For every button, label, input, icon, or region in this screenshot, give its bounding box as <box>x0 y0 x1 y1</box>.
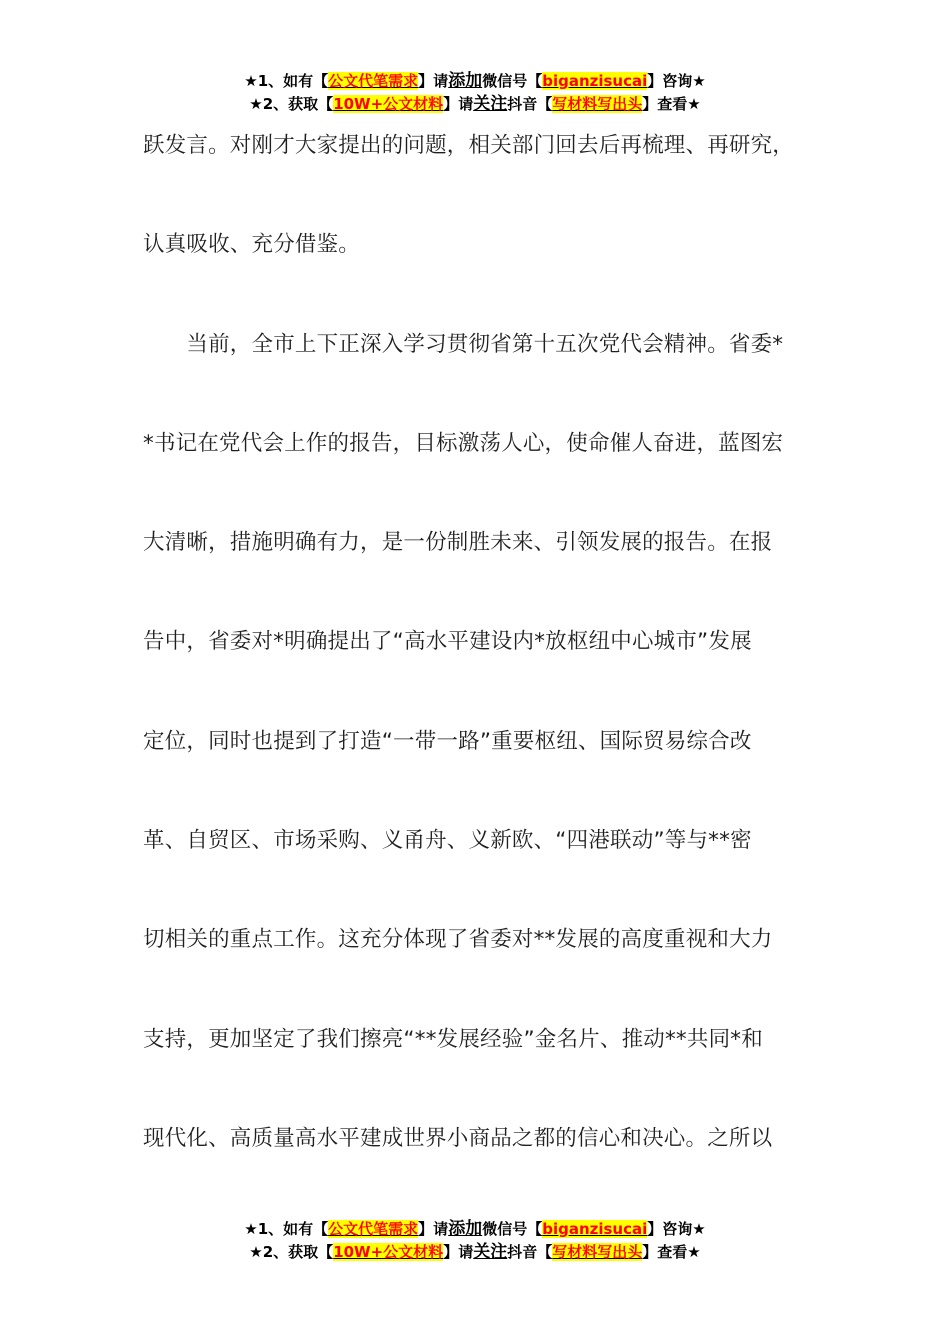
footer-banner <box>0 1218 950 1264</box>
text-line: *书记在党代会上作的报告，目标激荡人心，使命催人奋进，蓝图宏 <box>143 430 784 456</box>
text-line: 当前，全市上下正深入学习贯彻省第十五次党代会精神。省委* <box>143 331 784 357</box>
text-line: 认真吸收、充分借鉴。 <box>143 232 361 258</box>
banner-line-2: ★2、获取【10W+公文材料】请关注抖音【写材料写出头】查看★ <box>249 94 701 114</box>
text-line: 切相关的重点工作。这充分体现了省委对**发展的高度重视和大力 <box>143 927 773 953</box>
text-line: 告中，省委对*明确提出了“高水平建设内*放枢纽中心城市”发展 <box>143 629 752 655</box>
text-line: 大清晰，措施明确有力，是一份制胜未来、引领发展的报告。在报 <box>143 530 773 556</box>
document-body <box>143 126 815 1218</box>
text-line: 现代化、高质量高水平建成世界小商品之都的信心和决心。之所以 <box>143 1125 773 1151</box>
text-line: 定位，同时也提到了打造“一带一路”重要枢纽、国际贸易综合改 <box>143 728 752 754</box>
header-banner <box>0 70 950 116</box>
text-line: 革、自贸区、市场采购、义甬舟、义新欧、“四港联动”等与**密 <box>143 828 752 854</box>
banner-line-2: ★2、获取【10W+公文材料】请关注抖音【写材料写出头】查看★ <box>249 1242 701 1262</box>
banner-line-1: ★1、如有【公文代笔需求】请添加微信号【biganzisucai】咨询★ <box>244 1219 706 1239</box>
banner-line-1: ★1、如有【公文代笔需求】请添加微信号【biganzisucai】咨询★ <box>244 71 706 91</box>
text-line: 跃发言。对刚才大家提出的问题，相关部门回去后再梳理、再研究， <box>143 133 795 158</box>
text-line: 支持，更加坚定了我们擦亮“**发展经验”金名片、推动**共同*和 <box>143 1026 763 1052</box>
